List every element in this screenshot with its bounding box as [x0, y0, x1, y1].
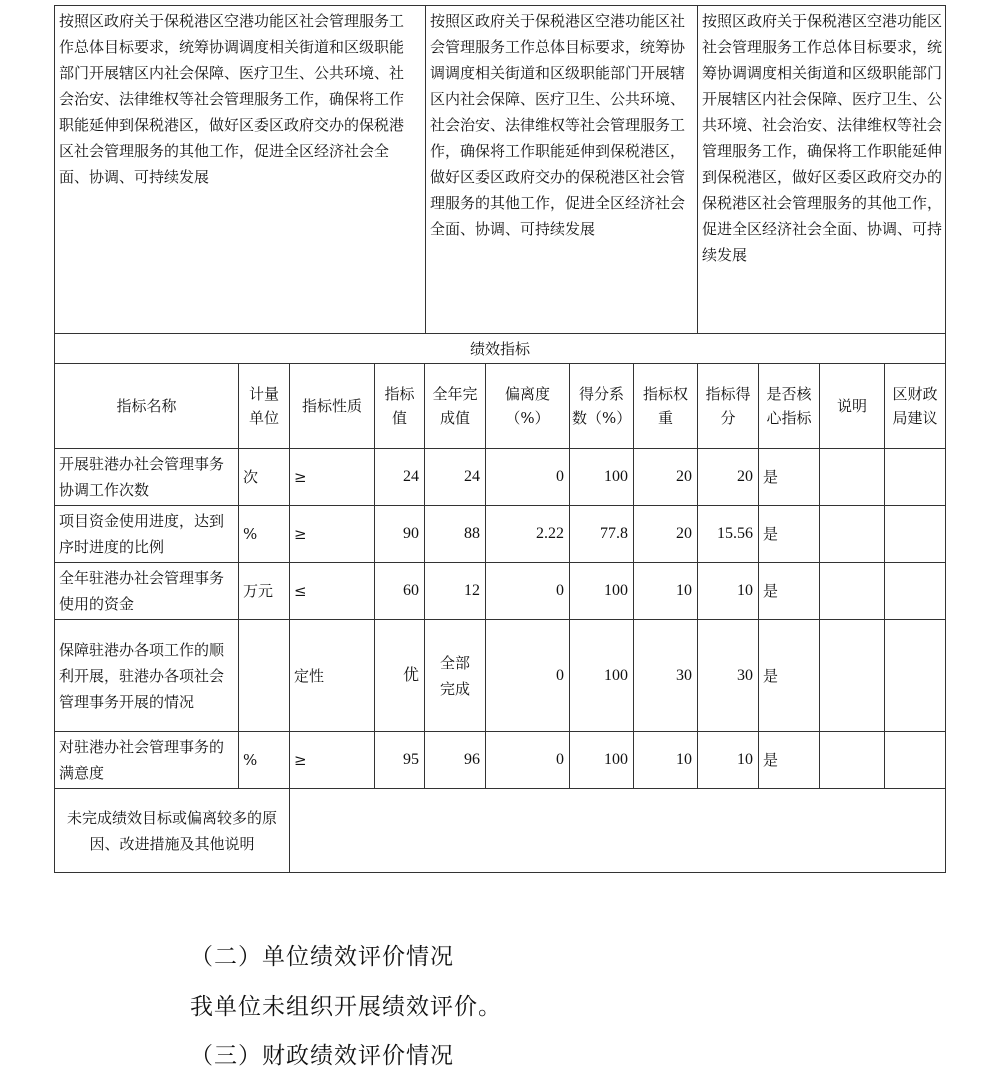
row-core: 是: [763, 751, 779, 769]
row-score: 20: [737, 468, 753, 485]
row-done: 12: [464, 582, 480, 599]
heading-finance-evaluation: （三）财政绩效评价情况: [190, 1043, 454, 1069]
header-nature: 指标性质: [301, 397, 362, 415]
row-unit: [239, 620, 289, 731]
footer-label: 未完成绩效目标或偏离较多的原因、改进措施及其他说明: [66, 808, 277, 853]
row-weight: 20: [676, 525, 692, 542]
header-weight: 指标权重: [642, 385, 688, 427]
row-deviation: 0: [556, 582, 564, 599]
row-nature: ≥: [294, 468, 307, 486]
row-nature: ≤: [294, 582, 307, 600]
row-value: 90: [403, 525, 419, 542]
row-value: 60: [403, 582, 419, 599]
header-indicator-name: 指标名称: [116, 397, 177, 415]
row-nature: 定性: [294, 666, 325, 685]
row-note: [820, 563, 884, 619]
section-title: 绩效指标: [469, 339, 530, 358]
row-core: 是: [763, 666, 779, 685]
goal-text-3: 按照区政府关于保税港区空港功能区社会管理服务工作总体目标要求，统筹协调调度相关街道和区级职能部门开展辖区内社会保障、医疗卫生、公共环境、社会治安、法律维权等社会管理服务工作，确保将工作职能延伸到保税港区，做好区委区政府交办的保税港区社会管理服务的其他工作，促进全区经济社会全面、协调、可持续发展: [702, 12, 943, 264]
header-core: 是否核心指标: [766, 385, 812, 427]
header-coefficient: 得分系数（%）: [572, 385, 632, 427]
row-unit: %: [243, 751, 258, 769]
header-score: 指标得分: [705, 385, 751, 427]
row-score: 10: [737, 751, 753, 768]
row-coefficient: 100: [604, 751, 628, 768]
row-note: [820, 449, 884, 505]
row-indicator-name: 对驻港办社会管理事务的满意度: [59, 738, 225, 782]
row-note: [820, 620, 884, 731]
goal-text-1: 按照区政府关于保税港区空港功能区社会管理服务工作总体目标要求，统筹协调调度相关街道和区级职能部门开展辖区内社会保障、医疗卫生、公共环境、社会治安、法律维权等社会管理服务工作，确保将工作职能延伸到保税港区，做好区委区政府交办的保税港区社会管理服务的其他工作，促进全区经济社会全面、协调、可持续发展: [59, 12, 405, 186]
row-unit: %: [243, 525, 258, 543]
row-unit: 次: [243, 468, 259, 486]
row-value: 24: [403, 468, 419, 485]
row-nature: ≥: [294, 525, 307, 543]
row-weight: 20: [676, 468, 692, 485]
row-score: 30: [737, 666, 753, 684]
header-unit: 计量单位: [248, 385, 279, 427]
row-weight: 10: [676, 751, 692, 768]
row-deviation: 0: [556, 751, 564, 768]
row-value: 优: [402, 666, 419, 684]
row-indicator-name: 保障驻港办各项工作的顺利开展，驻港办各项社会管理事务开展的情况: [59, 640, 225, 711]
goal-text-2: 按照区政府关于保税港区空港功能区社会管理服务工作总体目标要求，统筹协调调度相关街道和区级职能部门开展辖区内社会保障、医疗卫生、公共环境、社会治安、法律维权等社会管理服务工作，确保将工作职能延伸到保税港区，做好区委区政府交办的保税港区社会管理服务的其他工作，促进全区经济社会全面、协调、可持续发展: [430, 12, 686, 238]
row-indicator-name: 开展驻港办社会管理事务协调工作次数: [59, 455, 225, 499]
row-indicator-name: 全年驻港办社会管理事务使用的资金: [59, 569, 225, 613]
row-score: 15.56: [717, 525, 753, 542]
row-deviation: 0: [556, 468, 564, 485]
row-deviation: 0: [556, 666, 564, 684]
row-advice: [885, 449, 945, 505]
row-coefficient: 100: [604, 468, 628, 485]
row-unit: 万元: [243, 582, 274, 600]
row-done: 24: [464, 468, 480, 485]
row-advice: [885, 563, 945, 619]
header-value: 指标值: [384, 385, 415, 427]
paragraph-unit-evaluation: 我单位未组织开展绩效评价。: [190, 994, 502, 1020]
row-weight: 30: [676, 666, 692, 684]
header-advice: 区财政局建议: [892, 385, 938, 427]
row-coefficient: 100: [604, 582, 628, 599]
row-done: 全部完成: [439, 653, 470, 698]
row-core: 是: [763, 468, 779, 486]
header-done: 全年完成值: [432, 385, 478, 427]
row-done: 96: [464, 751, 480, 768]
row-nature: ≥: [294, 751, 307, 769]
footer-value: [290, 789, 945, 872]
row-core: 是: [763, 525, 779, 543]
row-coefficient: 100: [604, 666, 628, 684]
row-note: [820, 506, 884, 562]
row-done: 88: [464, 525, 480, 542]
row-value: 95: [403, 751, 419, 768]
row-deviation: 2.22: [536, 525, 564, 542]
row-note: [820, 732, 884, 788]
row-core: 是: [763, 582, 779, 600]
row-weight: 10: [676, 582, 692, 599]
heading-unit-evaluation: （二）单位绩效评价情况: [190, 944, 454, 970]
row-advice: [885, 620, 945, 731]
row-advice: [885, 732, 945, 788]
row-coefficient: 77.8: [600, 525, 628, 542]
row-advice: [885, 506, 945, 562]
row-score: 10: [737, 582, 753, 599]
header-deviation: 偏离度（%）: [504, 385, 550, 427]
header-note: 说明: [836, 397, 867, 415]
row-indicator-name: 项目资金使用进度，达到序时进度的比例: [59, 512, 225, 556]
